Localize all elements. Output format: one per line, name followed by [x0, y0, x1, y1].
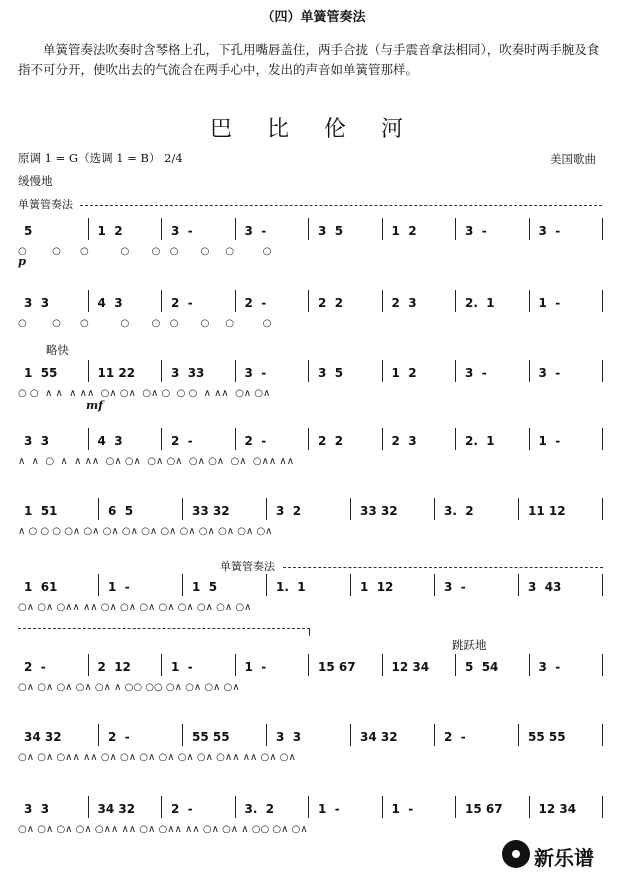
measure-notes: 1 - [538, 296, 561, 310]
bar-line [434, 498, 435, 520]
bar-line [308, 654, 309, 676]
hole-symbols: ○∧ ○∧ ○∧ ○∧ ○∧ ∧ ○○ ○○ ○∧ ○∧ ○∧ ○∧ [18, 682, 240, 693]
bar-line [98, 724, 99, 746]
bar-line [266, 574, 267, 596]
hole-symbols: ∧ ○ ○ ○ ○∧ ○∧ ○∧ ○∧ ○∧ ○∧ ○∧ ○∧ ○∧ ○∧ ○∧ [18, 526, 273, 537]
measure-notes: 11 22 [97, 366, 136, 380]
bar-line [88, 654, 89, 676]
bar-line [382, 654, 383, 676]
measure-notes: 34 32 [97, 802, 136, 816]
tempo-faster-mark: 略快 [46, 343, 69, 357]
bar-line [235, 218, 236, 240]
measure-notes: 2 3 [391, 296, 417, 310]
measure-notes: 3 - [538, 660, 561, 674]
measure-notes: 55 55 [528, 730, 566, 744]
measure-notes: 3 2 [276, 504, 302, 518]
bar-line [455, 796, 456, 818]
bar-line [602, 360, 603, 382]
bar-line [602, 724, 603, 746]
hole-symbols: ○∧ ○∧ ○∧∧ ∧∧ ○∧ ○∧ ○∧ ○∧ ○∧ ○∧ ○∧∧ ∧∧ ○∧ ○∧ [18, 752, 296, 763]
measure-notes: 2 - [171, 434, 193, 448]
measure-notes: 2 - [171, 296, 193, 310]
measure-notes: 2 - [108, 730, 130, 744]
intro-paragraph: 单簧管奏法吹奏时含琴格上孔，下孔用嘴唇盖住，两手合拢（与手震音拿法相同），吹奏时两手腕及食指不可分开，使吹出去的气流合在两手心中，发出的声音如单簧管那样。 [18, 42, 600, 77]
measure-notes: 2 12 [97, 660, 131, 674]
bar-line [235, 654, 236, 676]
measure-notes: 1 2 [391, 366, 417, 380]
measure-notes: 3 - [538, 224, 561, 238]
measure-notes: 3 - [465, 366, 487, 380]
bar-line [88, 360, 89, 382]
bar-line [161, 218, 162, 240]
bar-line [382, 290, 383, 312]
bar-line [182, 574, 183, 596]
bar-line [98, 574, 99, 596]
measure-notes: 55 55 [192, 730, 230, 744]
measure-notes: 3 3 [276, 730, 302, 744]
dynamic-p: p [18, 254, 27, 268]
measure-notes: 1 2 [97, 224, 123, 238]
bar-line [161, 654, 162, 676]
measure-notes: 6 5 [108, 504, 134, 518]
measure-notes: 3. 2 [244, 802, 275, 816]
measure-notes: 1 - [391, 802, 414, 816]
bar-line [235, 290, 236, 312]
technique-label-2: 单簧管奏法 [220, 560, 275, 573]
measure-notes: 1 51 [24, 504, 58, 518]
bar-line [455, 290, 456, 312]
measure-notes: 33 32 [360, 504, 398, 518]
measure-notes: 33 32 [192, 504, 230, 518]
measure-notes: 3 5 [318, 224, 344, 238]
measure-notes: 3 - [244, 366, 267, 380]
measure-notes: 1. 1 [276, 580, 306, 594]
bar-line [602, 290, 603, 312]
measure-notes: 34 32 [24, 730, 62, 744]
bar-line [602, 654, 603, 676]
measure-notes: 3 3 [24, 296, 50, 310]
measure-notes: 2 2 [318, 434, 344, 448]
song-origin: 美国歌曲 [550, 152, 596, 166]
bar-line [182, 724, 183, 746]
measure-notes: 34 32 [360, 730, 398, 744]
measure-notes: 1 55 [24, 366, 58, 380]
bar-line [455, 360, 456, 382]
measure-notes: 1 - [538, 434, 561, 448]
bar-line [518, 574, 519, 596]
measure-notes: 2 - [244, 434, 267, 448]
bar-line [382, 428, 383, 450]
bar-line [350, 498, 351, 520]
bar-line [602, 218, 603, 240]
hole-symbols: ○ ○ ○ ○ ○ ○ ○ ○ ○ [18, 246, 272, 257]
bar-line [382, 360, 383, 382]
bar-line [266, 724, 267, 746]
bar-line [455, 654, 456, 676]
bar-line [98, 498, 99, 520]
bar-line [308, 796, 309, 818]
bar-line [308, 218, 309, 240]
measure-notes: 5 [24, 224, 33, 238]
hole-symbols: ○∧ ○∧ ○∧∧ ∧∧ ○∧ ○∧ ○∧ ○∧ ○∧ ○∧ ○∧ ○∧ [18, 602, 252, 613]
measure-notes: 12 34 [538, 802, 577, 816]
measure-notes: 2 - [24, 660, 46, 674]
bar-line [350, 574, 351, 596]
measure-notes: 1 2 [391, 224, 417, 238]
measure-notes: 3 - [465, 224, 487, 238]
measure-notes: 3 - [171, 224, 193, 238]
bar-line [602, 574, 603, 596]
bar-line [602, 796, 603, 818]
measure-notes: 2. 1 [465, 434, 495, 448]
measure-notes: 5 54 [465, 660, 499, 674]
measure-notes: 4 3 [97, 434, 123, 448]
technique-label: 单簧管奏法 [18, 198, 73, 211]
hole-symbols: ∧ ∧ ○ ∧ ∧ ∧∧ ○∧ ○∧ ○∧ ○∧ ○∧ ○∧ ○∧ ○∧∧ ∧∧ [18, 456, 295, 467]
measure-notes: 1 12 [360, 580, 394, 594]
measure-notes: 2 - [171, 802, 193, 816]
bar-line [518, 498, 519, 520]
measure-notes: 3 - [538, 366, 561, 380]
measure-notes: 12 34 [391, 660, 430, 674]
hole-symbols: ○∧ ○∧ ○∧ ○∧ ○∧∧ ∧∧ ○∧ ○∧∧ ∧∧ ○∧ ○∧ ∧ ○○ ○∧ ○∧ [18, 824, 308, 835]
bar-line [529, 290, 530, 312]
bar-line [308, 290, 309, 312]
measure-notes: 1 61 [24, 580, 58, 594]
bar-line [235, 428, 236, 450]
bar-line [161, 290, 162, 312]
bar-line [161, 360, 162, 382]
song-title: 巴 比 伦 河 [210, 117, 417, 142]
measure-notes: 3 - [244, 224, 267, 238]
dynamic-mf: mf [86, 398, 104, 412]
bar-line [235, 360, 236, 382]
bar-line [518, 724, 519, 746]
site-logo [502, 840, 622, 870]
measure-notes: 3. 2 [444, 504, 474, 518]
measure-notes: 1 - [108, 580, 130, 594]
hole-symbols: ○ ○ ○ ○ ○ ○ ○ ○ ○ [18, 318, 272, 329]
measure-notes: 2 - [444, 730, 466, 744]
measure-notes: 15 67 [318, 660, 356, 674]
hole-symbols: ○ ○ ∧ ∧ ∧ ∧∧ ○∧ ○∧ ○∧ ○ ○ ○ ∧ ∧∧ ○∧ ○∧ [18, 388, 271, 399]
measure-notes: 15 67 [465, 802, 503, 816]
bar-line [434, 574, 435, 596]
bar-line [529, 654, 530, 676]
bar-line [266, 498, 267, 520]
measure-notes: 1 - [318, 802, 340, 816]
tempo-mark: 缓慢地 [18, 174, 53, 188]
measure-notes: 1 5 [192, 580, 218, 594]
measure-notes: 3 33 [171, 366, 205, 380]
measure-notes: 3 3 [24, 802, 50, 816]
bar-line [182, 498, 183, 520]
measure-notes: 3 43 [528, 580, 562, 594]
bar-line [434, 724, 435, 746]
tempo-leap-mark: 跳跃地 [452, 638, 487, 652]
bar-line [235, 796, 236, 818]
bar-line [350, 724, 351, 746]
record-disc-icon [502, 840, 530, 868]
bar-line [455, 428, 456, 450]
bar-line [382, 796, 383, 818]
bar-line [382, 218, 383, 240]
measure-notes: 3 - [444, 580, 466, 594]
bar-line [529, 218, 530, 240]
measure-notes: 1 - [171, 660, 193, 674]
bar-line [88, 290, 89, 312]
measure-notes: 2 2 [318, 296, 344, 310]
bar-line [529, 428, 530, 450]
measure-notes: 2 - [244, 296, 267, 310]
bar-line [161, 796, 162, 818]
bar-line [308, 360, 309, 382]
measure-notes: 11 12 [528, 504, 566, 518]
bar-line [455, 218, 456, 240]
measure-notes: 2 3 [391, 434, 417, 448]
measure-notes: 3 3 [24, 434, 50, 448]
bar-line [88, 428, 89, 450]
site-logo-text: 新乐谱 [534, 846, 594, 870]
bar-line [602, 428, 603, 450]
bar-line [308, 428, 309, 450]
section-title: （四）单簧管奏法 [261, 10, 366, 25]
bar-line [529, 796, 530, 818]
bar-line [602, 498, 603, 520]
bar-line [88, 218, 89, 240]
measure-notes: 1 - [244, 660, 267, 674]
bar-line [88, 796, 89, 818]
bar-line [161, 428, 162, 450]
key-signature: 原调 1 = G（选调 1 = B） 2/4 [18, 151, 183, 165]
measure-notes: 4 3 [97, 296, 123, 310]
bar-line [529, 360, 530, 382]
measure-notes: 3 5 [318, 366, 344, 380]
measure-notes: 2. 1 [465, 296, 495, 310]
